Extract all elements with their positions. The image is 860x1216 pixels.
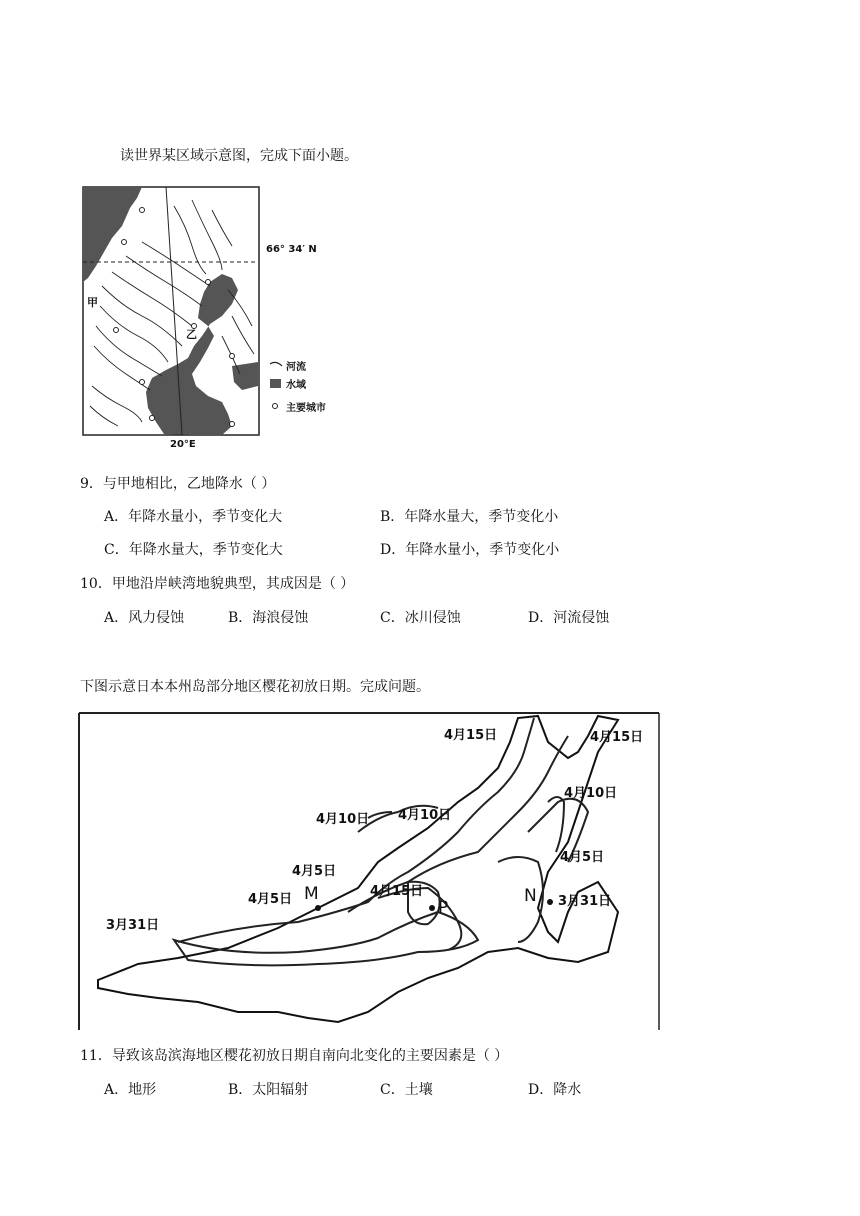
legend-river: 河流	[286, 362, 306, 373]
label-apr15-inland: 4月15日	[370, 884, 424, 899]
section1-intro: 读世界某区域示意图，完成下面小题。	[120, 148, 358, 164]
point-m: M	[304, 884, 319, 904]
q10-option-b[interactable]: B．海浪侵蚀	[228, 610, 309, 626]
point-n: N	[524, 886, 537, 906]
label-apr5-east: 4月5日	[560, 850, 605, 865]
q10-stem: 10．甲地沿岸峡湾地貌典型，其成因是（ ）	[80, 576, 355, 592]
label-apr15-north: 4月15日	[444, 728, 498, 743]
label-apr15-east: 4月15日	[590, 730, 644, 745]
q10-option-c[interactable]: C．冰川侵蚀	[380, 610, 461, 626]
label-apr10-east: 4月10日	[564, 786, 618, 801]
q9-stem: 9．与甲地相比，乙地降水（ ）	[80, 476, 276, 492]
q11-option-b[interactable]: B．太阳辐射	[228, 1082, 309, 1098]
legend-water: 水域	[286, 380, 306, 391]
scandinavia-map	[82, 186, 342, 450]
q9-option-d[interactable]: D．年降水量小，季节变化小	[380, 542, 560, 558]
latitude-label: 66° 34′ N	[266, 244, 317, 255]
q11-option-a[interactable]: A．地形	[104, 1082, 157, 1098]
q11-option-c[interactable]: C．土壤	[380, 1082, 433, 1098]
label-apr5-west: 4月5日	[248, 892, 293, 907]
q11-stem: 11．导致该岛滨海地区樱花初放日期自南向北变化的主要因素是（ ）	[80, 1048, 509, 1064]
japan-map	[78, 712, 660, 1030]
label-apr10-west: 4月10日	[316, 812, 370, 827]
q9-option-a[interactable]: A．年降水量小，季节变化大	[104, 509, 283, 525]
place-jia: 甲	[87, 296, 98, 309]
q10-option-a[interactable]: A．风力侵蚀	[104, 610, 185, 626]
label-mar31-east: 3月31日	[558, 894, 612, 909]
place-yi: 乙	[186, 328, 197, 341]
point-p: P	[438, 898, 449, 918]
q11-option-d[interactable]: D．降水	[528, 1082, 582, 1098]
longitude-label: 20°E	[170, 439, 196, 450]
q10-option-d[interactable]: D．河流侵蚀	[528, 610, 610, 626]
label-mar31-west: 3月31日	[106, 918, 160, 933]
legend-city: 主要城市	[286, 403, 326, 414]
label-apr5-mid: 4月5日	[292, 864, 337, 879]
label-apr10-mid: 4月10日	[398, 808, 452, 823]
q9-option-b[interactable]: B．年降水量大，季节变化小	[380, 509, 559, 525]
section2-intro: 下图示意日本本州岛部分地区樱花初放日期。完成问题。	[80, 679, 430, 695]
q9-option-c[interactable]: C．年降水量大，季节变化大	[104, 542, 283, 558]
